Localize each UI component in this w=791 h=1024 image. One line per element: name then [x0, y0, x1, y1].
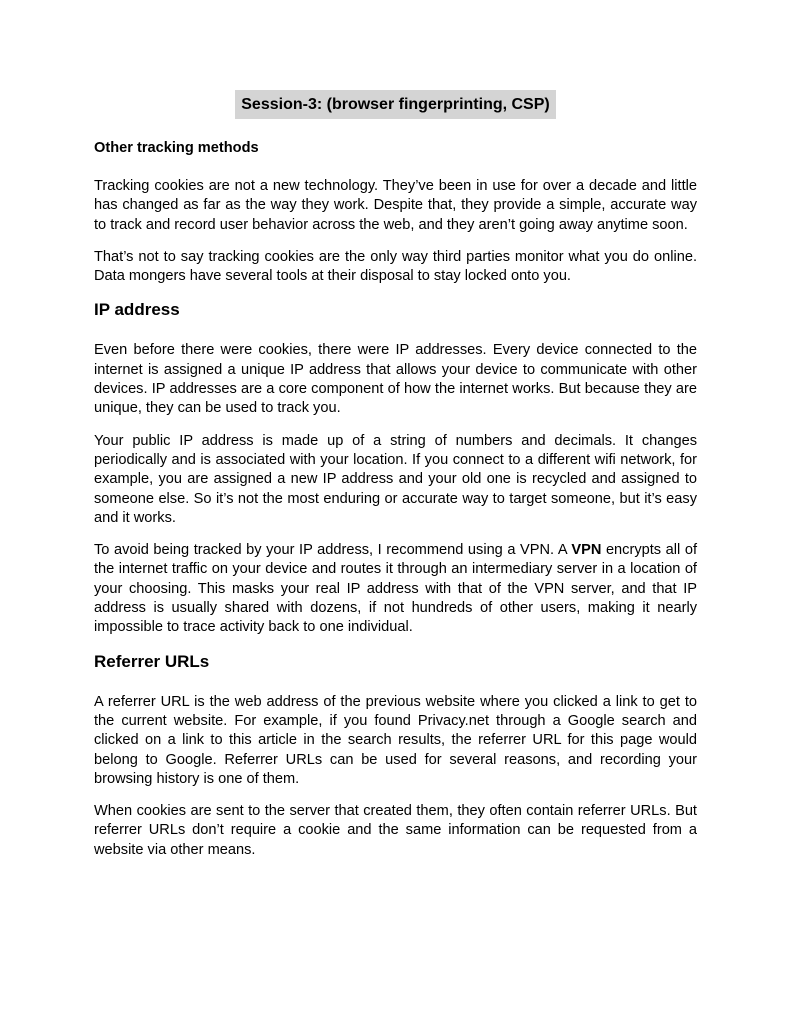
- heading-ip-address: IP address: [94, 300, 180, 320]
- paragraph-referrer-urls-1: A referrer URL is the web address of the previous website where you clicked a link to get to the current website. For example, if you found Privacy.net through a Google search and clicked on a link to this article in the search results, the referrer URL for this page would belong to Google. Referrer URLs can be used for several reasons, and recording your browsing history is one of them.: [94, 693, 697, 787]
- document-title-highlighted-text: Session-3: (browser fingerprinting, CSP): [235, 90, 555, 119]
- heading-referrer-urls: Referrer URLs: [94, 651, 210, 671]
- bold-term-vpn: VPN: [571, 542, 602, 559]
- document-title: [94, 90, 697, 119]
- subheading-other-tracking-methods: Other tracking methods: [94, 140, 259, 156]
- paragraph-vpn-text-after-bold: encrypts all of the internet traffic on your device and routes it through an intermediary server in a location of your choosing. This masks your real IP address with that of the VPN server, and that IP address is usually shared with dozens, if not hundreds of other users, making it nearly impossible to trace activity back to one individual.: [94, 542, 697, 636]
- paragraph-vpn-text-before-bold: To avoid being tracked by your IP address, I recommend using a VPN. A: [94, 542, 572, 559]
- paragraph-vpn: [94, 541, 697, 637]
- paragraph-referrer-urls-2: When cookies are sent to the server that created them, they often contain referrer URLs. But referrer URLs don’t require a cookie and the same information can be requested from a website via other means.: [94, 803, 697, 858]
- paragraph-ip-address-2: Your public IP address is made up of a string of numbers and decimals. It changes periodically and is associated with your location. If you connect to a different wifi network, for example, you are assigned a new IP address and your old one is recycled and assigned to someone else. So it’s not the most enduring or accurate way to target someone, but it’s easy and it works.: [94, 432, 697, 526]
- paragraph-ip-address-1: Even before there were cookies, there were IP addresses. Every device connected to the internet is assigned a unique IP address that allows your device to communicate with other devices. IP addresses are a core component of how the internet works. But because they are unique, they can be used to track you.: [94, 342, 697, 417]
- paragraph-tracking-cookies-1: Tracking cookies are not a new technology. They’ve been in use for over a decade and little has changed as far as the way they work. Despite that, they provide a simple, accurate way to track and record user behavior across the web, and they aren’t going away anytime soon.: [94, 178, 697, 233]
- paragraph-tracking-cookies-2: That’s not to say tracking cookies are the only way third parties monitor what you do online. Data mongers have several tools at their disposal to stay locked onto you.: [94, 248, 697, 285]
